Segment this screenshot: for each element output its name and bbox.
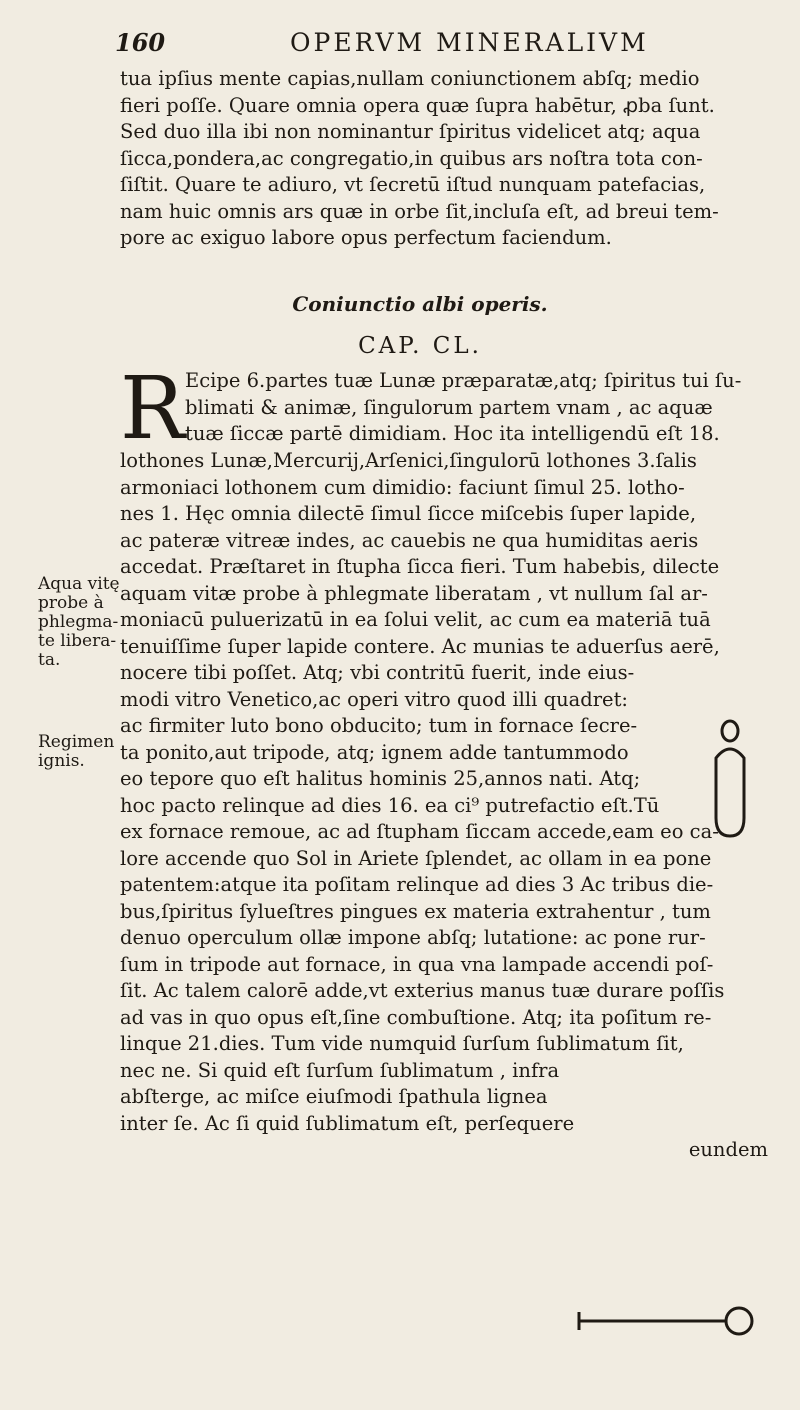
text-line: lore accende quo Sol in Ariete ſplendet, ac ollam in ea pone: [120, 846, 712, 870]
text-line: tua ipſius mente capias,nullam coniunctionem abſq; medio: [120, 67, 700, 90]
margin-note-aqua-vitae: [38, 575, 120, 670]
vessel-icon: [700, 718, 760, 843]
margin-note-line: phlegma-: [38, 612, 119, 632]
chapter-heading: CAP. CL.: [358, 333, 482, 359]
text-line: moniacū puluerizatū in ea ſolui velit, ac cum ea materiā tuā: [120, 608, 711, 631]
text-line: ac firmiter luto bono obducito; tum in fornace ſecre-: [120, 714, 638, 737]
text-line: ac pateræ vitreæ indes, ac cauebis ne qua humiditas aeris: [120, 528, 699, 552]
text-line: nec ne. Si quid eſt ſurſum ſublimatum , infra: [120, 1058, 560, 1082]
text-line: denuo operculum ollæ impone abſq; lutatione: ac pone rur-: [120, 926, 706, 949]
text-line: lothones Lunæ,Mercurij,Arſenici,ſingulorū lothones 3.ſalis: [120, 449, 697, 472]
text-line: ſum in tripode aut fornace, in qua vna lampade accendi poſ-: [120, 952, 714, 976]
margin-note-line: ignis.: [38, 751, 85, 771]
running-head: OPERVM MINERALIVM: [290, 28, 649, 57]
text-line: eo tepore quo eſt halitus hominis 25,annos nati. Atq;: [120, 767, 641, 790]
margin-note-line: te libera-: [38, 631, 117, 651]
section-title: Coniunctio albi operis.: [292, 292, 548, 316]
margin-note-line: Aqua vitę: [38, 574, 120, 594]
text-line: ſit. Ac talem calorē adde,vt exterius manus tuæ durare poſſis: [120, 979, 725, 1002]
text-line: nes 1. Hęc omnia dilectē ſimul ſicce miſcebis ſuper lapide,: [120, 502, 697, 525]
margin-note-line: Regimen: [38, 732, 115, 752]
margin-note-line: probe à: [38, 593, 104, 613]
text-line: inter ſe. Ac ſi quid ſublimatum eſt, perſequere: [120, 1111, 575, 1135]
text-line: ta ponito,aut tripode, atq; ignem adde tantummodo: [120, 740, 629, 764]
text-line: nocere tibi poſſet. Atq; vbi contritū fuerit, inde eius-: [120, 661, 635, 684]
text-line: armoniaci lothonem cum dimidio: faciunt ſimul 25. lotho-: [120, 475, 685, 499]
text-line: ſicca,pondera,ac congregatio,in quibus ars noſtra tota con-: [120, 146, 703, 170]
text-line: ad vas in quo opus eſt,ſine combuſtione. Atq; ita poſitum re-: [120, 1005, 712, 1029]
text-line: accedat. Præſtaret in ſtupha ſicca fieri. Tum habebis, dilecte: [120, 555, 720, 578]
drop-cap: R: [120, 359, 185, 459]
page-number: 160: [115, 28, 166, 57]
text-line: abſterge, ac miſce eiuſmodi ſpathula lignea: [120, 1085, 548, 1108]
text-line: tenuiſſime ſuper lapide contere. Ac munias te aduerſus aerē,: [120, 634, 720, 658]
text-line: aquam vitæ probe à phlegmate liberatam , vt nullum ſal ar-: [120, 581, 708, 605]
text-line: tuæ ſiccæ partē dimidiam. Hoc ita intelligendū eſt 18.: [185, 422, 720, 445]
chapter-body: [120, 448, 768, 1164]
text-line: linque 21.dies. Tum vide numquid ſurſum ſublimatum ſit,: [120, 1032, 684, 1055]
text-line: hoc pacto relinque ad dies 16. ea ci⁹ putrefactio eſt.Tū: [120, 793, 660, 817]
text-line: fieri poſſe. Quare omnia opera quæ ſupra habētur, ꝓba ſunt.: [120, 93, 715, 117]
text-line: ex fornace remoue, ac ad ſtupham ſiccam accede,eam eo ca-: [120, 820, 719, 843]
page-header: [115, 28, 715, 64]
chapter-opening: [185, 368, 765, 448]
margin-note-line: ta.: [38, 650, 61, 670]
spatula-icon: [575, 1304, 765, 1338]
top-paragraph: [120, 66, 765, 252]
text-line: patentem:atque ita poſitam relinque ad dies 3 Ac tribus die-: [120, 873, 714, 896]
text-line: bus,ſpiritus ſylueſtres pingues ex materia extrahentur , tum: [120, 899, 711, 923]
text-line: pore ac exiguo labore opus perfectum faciendum.: [120, 226, 612, 249]
text-line: ſiſtit. Quare te adiuro, vt ſecretū iſtud nunquam patefacias,: [120, 173, 706, 196]
margin-note-regimen-ignis: [38, 733, 114, 771]
text-line: modi vitro Venetico,ac operi vitro quod illi quadret:: [120, 687, 628, 711]
text-line: Sed duo illa ibi non nominantur ſpiritus videlicet atq; aqua: [120, 120, 701, 143]
text-line: blimati & animæ, ſingulorum partem vnam , ac aquæ: [185, 395, 713, 419]
text-line: nam huic omnis ars quæ in orbe ſit,incluſa eſt, ad breui tem-: [120, 199, 719, 223]
text-line: Ecipe 6.partes tuæ Lunæ præparatæ,atq; ſpiritus tui ſu-: [185, 369, 742, 392]
catchword: eundem: [688, 1138, 768, 1161]
